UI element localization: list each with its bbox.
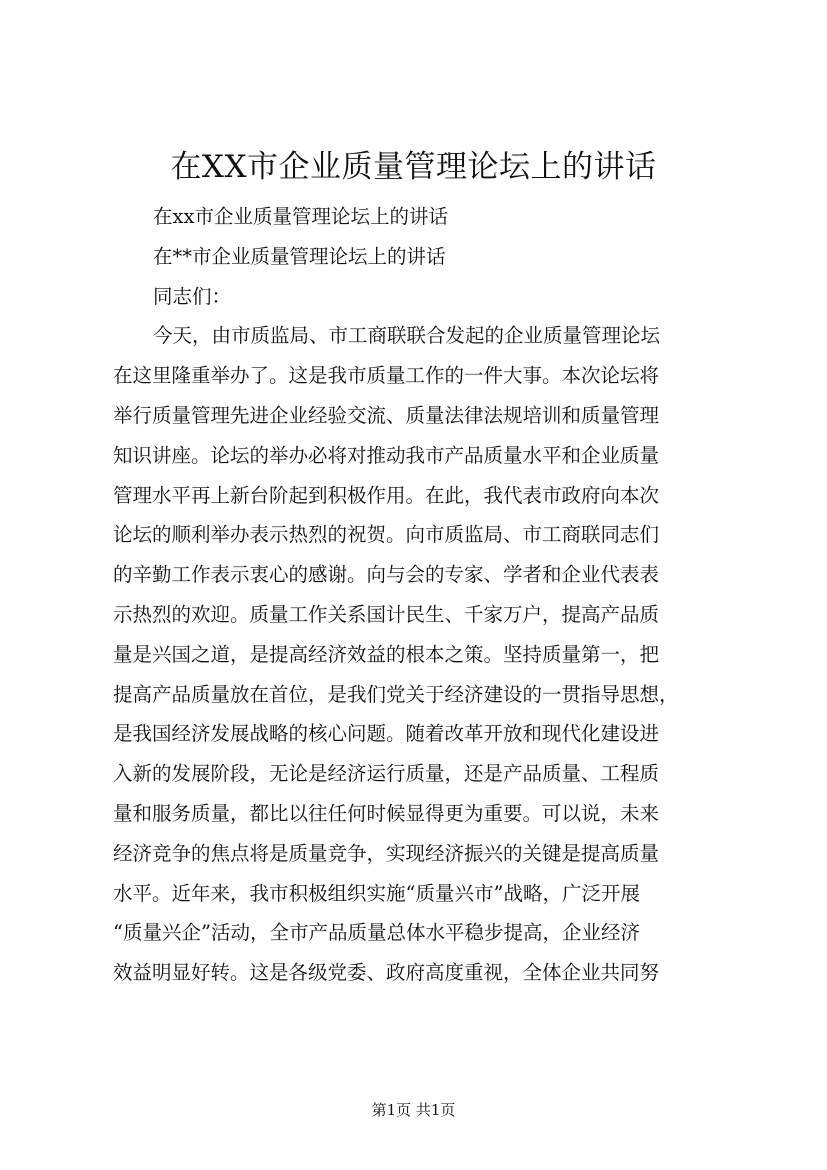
salutation: 同志们： [153, 284, 232, 308]
paragraph-line: 经济竞争的焦点将是质量竞争，实现经济振兴的关键是提高质量 [113, 841, 660, 865]
paragraph-line: 效益明显好转。这是各级党委、政府高度重视，全体企业共同努 [113, 961, 660, 985]
paragraph-line: 的辛勤工作表示衷心的感谢。向与会的专家、学者和企业代表表 [113, 563, 660, 587]
paragraph-line: 量和服务质量，都比以往任何时候显得更为重要。可以说，未来 [113, 801, 660, 825]
paragraph-line: 入新的发展阶段，无论是经济运行质量，还是产品质量、工程质 [113, 762, 660, 786]
paragraph-line: 今天，由市质监局、市工商联联合发起的企业质量管理论坛 [153, 324, 661, 348]
subtitle-line-2: 在**市企业质量管理论坛上的讲话 [153, 244, 446, 268]
document-title: 在XX市企业质量管理论坛上的讲话 [170, 149, 657, 185]
paragraph-line: 举行质量管理先进企业经验交流、质量法律法规培训和质量管理 [113, 403, 660, 427]
paragraph-line: 论坛的顺利举办表示热烈的祝贺。向市质监局、市工商联同志们 [113, 523, 660, 547]
subtitle-line-1: 在xx市企业质量管理论坛上的讲话 [153, 205, 448, 228]
paragraph-line: 示热烈的欢迎。质量工作关系国计民生、千家万户，提高产品质 [113, 602, 660, 626]
paragraph-line: 管理水平再上新台阶起到积极作用。在此，我代表市政府向本次 [113, 483, 660, 507]
page-footer: 第1页 共1页 [371, 1101, 456, 1119]
paragraph-line: “质量兴企”活动，全市产品质量总体水平稳步提高，企业经济 [113, 921, 640, 945]
paragraph-line: 是我国经济发展战略的核心问题。随着改革开放和现代化建设进 [113, 722, 660, 746]
paragraph-line: 水平。近年来，我市积极组织实施“质量兴市”战略，广泛开展 [113, 881, 640, 905]
paragraph-line: 提高产品质量放在首位，是我们党关于经济建设的一贯指导思想， [113, 682, 679, 706]
paragraph-line: 在这里隆重举办了。这是我市质量工作的一件大事。本次论坛将 [113, 364, 660, 388]
paragraph-line: 量是兴国之道，是提高经济效益的根本之策。坚持质量第一，把 [113, 642, 660, 666]
document-body [113, 197, 725, 993]
paragraph-line: 知识讲座。论坛的举办必将对推动我市产品质量水平和企业质量 [113, 443, 660, 467]
